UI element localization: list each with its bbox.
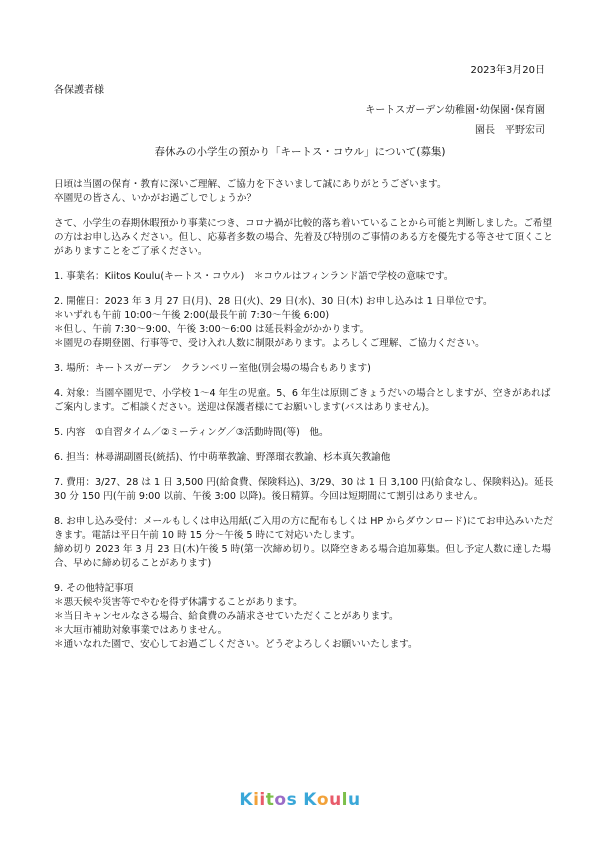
organization-name: キートスガーデン幼稚園･幼保園･保育園 — [365, 105, 545, 116]
kiitos-koulu-logo — [0, 790, 600, 810]
section-line: 5. 内容 ①自習タイム／②ミーティング／③活動時間(等) 他。 — [54, 427, 329, 438]
section-staff — [54, 451, 554, 465]
section-line: 2. 開催日：2023 年 3 月 27 日(月)、28 日(火)、29 日(水)、30 日(木) お申し込みは 1 日単位です。 — [54, 296, 493, 307]
section-line: 8. お申し込み受付：メールもしくは申込用紙(ご入用の方に配布もしくは HP からダウンロード)にてお申込みいただきます。電話は平日午前 10 時 15 分～午後 5 時にて対応いたします。 — [54, 516, 554, 541]
section-content — [54, 426, 554, 440]
logo-letter: u — [329, 790, 342, 810]
section-line: 4. 対象：当園卒園児で、小学校 1～4 年生の児童。5、6 年生は原則ごきょうだいの場合としますが、空きがあればご案内します。ご相談ください。送迎は保護者様にてお願いします(バスはありません)。 — [54, 388, 551, 413]
intro-line: さて、小学生の春期休暇預かり事業につき、コロナ禍が比較的落ち着いていることから可能と判断しました。ご希望の方はお申し込みください。但し、応募者多数の場合、先着及び特別のご事情のある方を優先する等させて頂くことがありますことをご了承ください。 — [54, 218, 553, 257]
section-line: ＊但し、午前 7:30～9:00、午後 3:00～6:00 は延長料金がかかります。 — [54, 324, 370, 335]
letter-date: 2023年3月20日 — [470, 65, 545, 76]
intro-greeting — [54, 178, 554, 206]
recipient: 各保護者様 — [54, 85, 104, 96]
section-line: ＊通いなれた園で、安心してお過ごしください。どうぞよろしくお願いいたします。 — [54, 639, 418, 650]
logo-letter: o — [316, 790, 330, 810]
section-dates — [54, 295, 554, 351]
logo-letter: K — [239, 790, 254, 810]
section-eligibility — [54, 387, 554, 415]
logo-letter: t — [265, 790, 275, 810]
section-line: ＊当日キャンセルなさる場合、給食費のみ請求させていただくことがあります。 — [54, 611, 399, 622]
intro-notice — [54, 217, 554, 259]
section-line: 6. 担当：林尋湖副園長(統括)、竹中萌華教諭、野澤瑠衣教諭、杉本真矢教諭他 — [54, 452, 391, 463]
letter-body — [54, 178, 554, 663]
section-location — [54, 362, 554, 376]
section-program-name — [54, 270, 554, 284]
section-line: ＊いずれも午前 10:00～午後 2:00(最長午前 7:30～午後 6:00) — [54, 310, 330, 321]
intro-line: 日頃は当園の保育・教育に深いご理解、ご協力を下さいまして誠にありがとうございます。 — [54, 179, 447, 190]
section-line: 7. 費用：3/27、28 は 1 日 3,500 円(給食費、保険料込)、3/29、30 は 1 日 3,100 円(給食なし、保険料込)。延長 30 分 150 円(午前 9:00 以前、午後 3:00 以降)。後日精算。今回は短期間にて割引はありません。 — [54, 477, 554, 502]
section-line: 締め切り 2023 年 3 月 23 日(木)午後 5 時(第一次締め切り。以降空きある場合追加募集。但し予定人数に達した場合、早めに締め切ることがあります) — [54, 544, 551, 569]
section-fees — [54, 476, 554, 504]
section-line: 1. 事業名：Kiitos Koulu(キートス・コウル) ＊コウルはフィンランド語で学校の意味です。 — [54, 271, 454, 282]
section-line: ＊悪天候や災害等でやむを得ず休講することがあります。 — [54, 597, 303, 608]
signatory: 園長 平野宏司 — [475, 125, 545, 136]
section-line: 3. 場所：キートスガーデン クランベリー室他(別会場の場合もあります) — [54, 363, 371, 374]
section-line: ＊園児の春期登園、行事等で、受け入れ人数に制限があります。よろしくご理解、ご協力ください。 — [54, 338, 485, 349]
section-line: 9. その他特記事項 — [54, 583, 134, 594]
section-line: ＊大垣市補助対象事業ではありません。 — [54, 625, 228, 636]
intro-line: 卒園児の皆さん、いかがお過ごしでしょうか？ — [54, 193, 257, 204]
logo-letter: i — [253, 790, 260, 810]
logo-letter: l — [341, 790, 348, 810]
logo-letter: i — [259, 790, 266, 810]
logo-letter: o — [274, 790, 287, 810]
document-title: 春休みの小学生の預かり「キートス・コウル」について(募集) — [154, 146, 446, 158]
logo-letter: K — [303, 790, 317, 810]
logo-letter: s — [286, 790, 298, 810]
section-application — [54, 515, 554, 571]
section-notes — [54, 582, 554, 652]
logo-letter: u — [348, 790, 361, 810]
